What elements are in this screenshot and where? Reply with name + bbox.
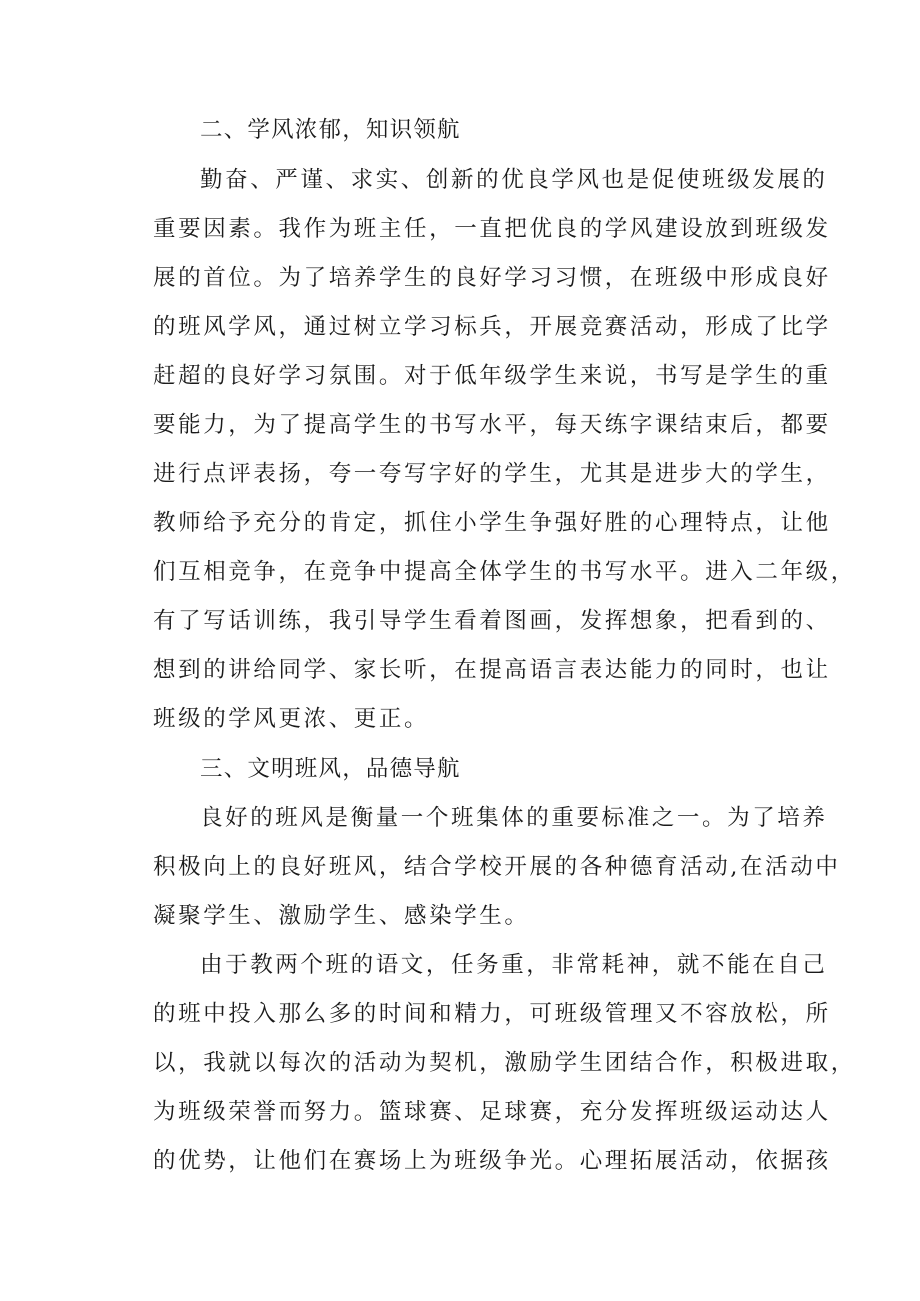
paragraph-line: 重要因素。我作为班主任，一直把优良的学风建设放到班级发 [153,216,831,242]
paragraph-line: 凝聚学生、激励学生、感染学生。 [153,903,530,929]
paragraph-line: 赶超的良好学习氛围。对于低年级学生来说，书写是学生的重 [153,363,831,389]
paragraph-line: 积极向上的良好班风，结合学校开展的各种德育活动,在活动中 [153,854,841,880]
paragraph-line: 进行点评表扬，夸一夸写字好的学生，尤其是进步大的学生， [153,461,831,487]
paragraph-line: 勤奋、严谨、求实、创新的优良学风也是促使班级发展的 [200,167,828,193]
paragraph-line: 想到的讲给同学、家长听，在提高语言表达能力的同时，也让 [153,657,831,683]
paragraph-line: 们互相竞争，在竞争中提高全体学生的书写水平。进入二年级， [153,559,856,585]
paragraph-line: 教师给予充分的肯定，抓住小学生争强好胜的心理特点，让他 [153,510,831,536]
paragraph-line: 的优势，让他们在赛场上为班级争光。心理拓展活动，依据孩 [153,1148,831,1174]
paragraph-line: 有了写话训练，我引导学生看着图画，发挥想象，把看到的、 [153,608,831,634]
section-heading-3: 三、文明班风，品德导航 [200,756,461,782]
paragraph-line: 展的首位。为了培养学生的良好学习习惯，在班级中形成良好 [153,265,831,291]
paragraph-line: 以，我就以每次的活动为契机，激励学生团结合作，积极进取， [153,1050,856,1076]
paragraph-line: 的班风学风，通过树立学习标兵，开展竞赛活动，形成了比学 [153,314,831,340]
paragraph-line: 要能力，为了提高学生的书写水平，每天练字课结束后，都要 [153,412,831,438]
paragraph-line: 由于教两个班的语文，任务重，非常耗神，就不能在自己 [200,952,828,978]
paragraph-line: 良好的班风是衡量一个班集体的重要标准之一。为了培养 [200,805,828,831]
section-heading-2: 二、学风浓郁，知识领航 [200,117,461,143]
paragraph-line: 班级的学风更浓、更正。 [153,706,430,732]
paragraph-line: 的班中投入那么多的时间和精力，可班级管理又不容放松，所 [153,1001,831,1027]
paragraph-line: 为班级荣誉而努力。篮球赛、足球赛，充分发挥班级运动达人 [153,1099,831,1125]
